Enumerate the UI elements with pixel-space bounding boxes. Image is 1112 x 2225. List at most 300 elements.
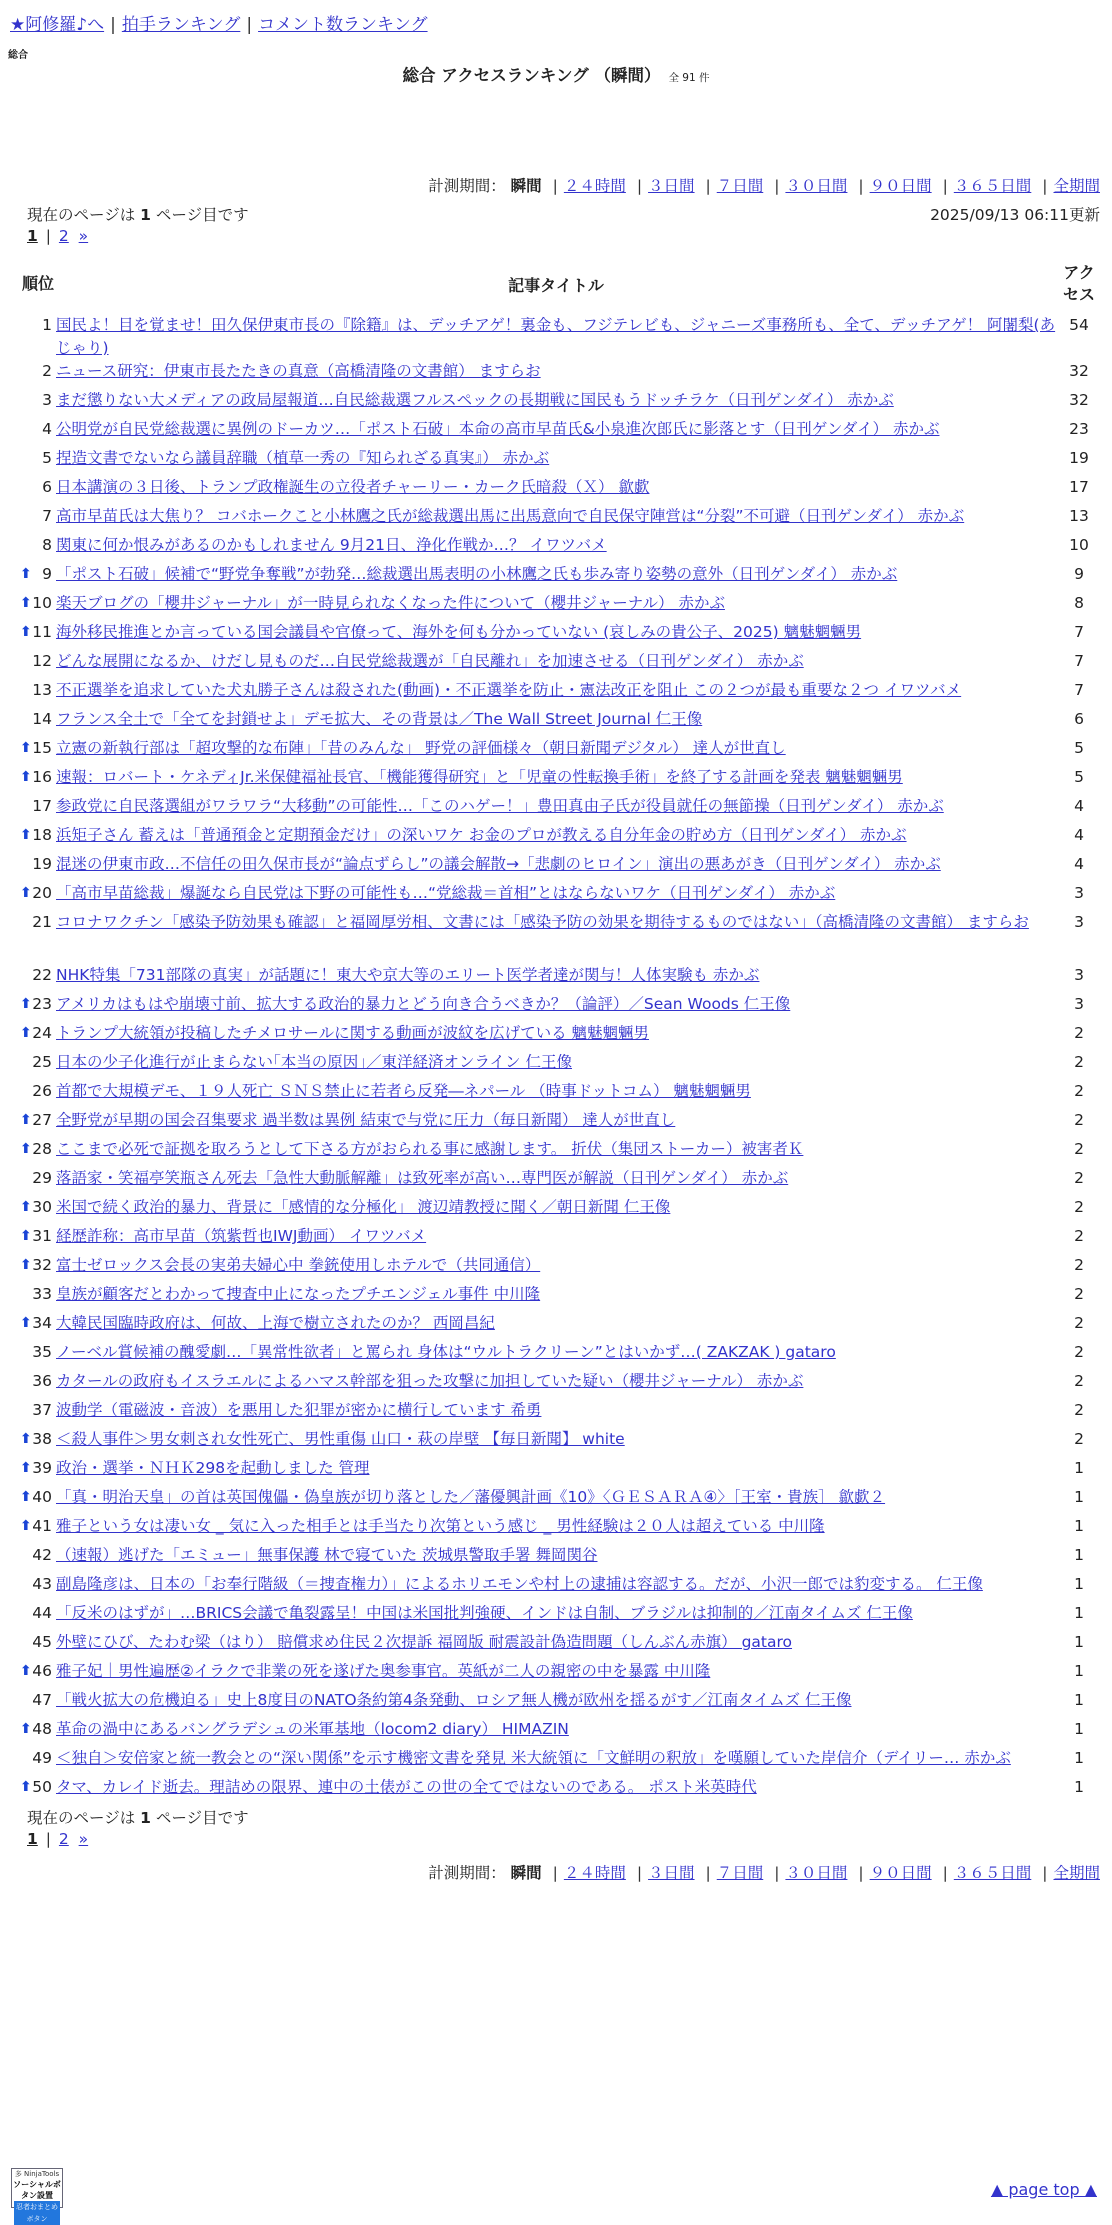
table-row [20,1718,1102,1747]
comment-ranking-link[interactable]: コメント数ランキング [258,15,428,35]
access-count: 2 [1074,1169,1084,1187]
access-count: 2 [1074,1430,1084,1448]
rank-cell [20,314,56,360]
article-title-link[interactable]: どんな展開になるか、けだし見ものだ…自民党総裁選が「自民離れ」を加速させる（日刊ゲンダイ） 赤かぶ [56,652,804,670]
rank-cell [20,1573,56,1602]
access-column-header: アクセス [1062,263,1095,304]
access-count: 1 [1074,1517,1084,1535]
title-cell [56,911,1056,964]
article-title-link[interactable]: コロナワクチン「感染予防効果も確認」と福岡厚労相、文書には「感染予防の効果を期待するものではない」（高橋清隆の文書館） ますらお [56,913,1029,931]
access-count: 1 [1074,1546,1084,1564]
rank-cell [20,1689,56,1718]
period-3d-link[interactable]: ３日間 [648,1864,695,1882]
title-cell [56,708,1056,737]
rank-cell [20,737,56,766]
title-cell [56,563,1056,592]
access-count: 17 [1069,478,1089,496]
access-count: 1 [1074,1575,1084,1593]
table-row [20,1689,1102,1718]
rank-up-arrow-icon: ⬆ [20,1721,32,1737]
table-row [20,824,1102,853]
article-title-link[interactable]: 高市早苗氏は大焦り？ コバホークこと小林鷹之氏が総裁選出馬に出馬意向で自民保守陣営は“分裂”不可避（日刊ゲンダイ） 赤かぶ [56,507,965,525]
page-info-top: 現在のページは 1 ページ目です [27,206,249,224]
rank-cell [20,1457,56,1486]
article-title-link[interactable]: 米国で続く政治的暴力、背景に「感情的な分極化」 渡辺靖教授に聞く／朝日新聞 仁王像 [56,1198,671,1216]
title-cell [56,621,1056,650]
table-row [20,964,1102,993]
article-title-link[interactable]: 参政党に自民落選組がワラワラ“大移動”の可能性…「このハゲー！」豊田真由子氏が役員就任の無節操（日刊ゲンダイ） 赤かぶ [56,797,944,815]
article-title-link[interactable]: まだ懲りない大メディアの政局屋報道…自民総裁選フルスペックの長期戦に国民もうドッチラケ（日刊ゲンダイ） 赤かぶ [56,391,894,409]
access-count: 9 [1074,565,1084,583]
table-row [20,389,1102,418]
title-cell [56,1573,1056,1602]
rank-up-arrow-icon: ⬆ [20,1460,32,1476]
rank-cell [20,882,56,911]
article-title-link[interactable]: 不正選挙を追求していた犬丸勝子さんは殺された(動画)・不正選挙を防止・憲法改正を阻止 この２つが最も重要な２つ イワツバメ [56,681,962,699]
title-column-header: 記事タイトル [508,275,604,295]
article-title-link[interactable]: ノーベル賞候補の醜愛劇…「異常性欲者」と罵られ 身体は“ウルトラクリーン”とはいかず…( ZAKZAK ) gataro [56,1343,836,1361]
period-365d-link[interactable]: ３６５日間 [953,177,1032,195]
rank-number: 24 [32,1024,52,1042]
period-7d-link[interactable]: ７日間 [716,177,764,195]
access-count: 54 [1069,316,1089,334]
rank-number: 33 [32,1285,52,1303]
rank-up-arrow-icon: ⬆ [20,740,32,756]
rank-up-arrow-icon: ⬆ [20,1199,32,1215]
rank-up-arrow-icon: ⬆ [20,1141,32,1157]
table-row [20,1370,1102,1399]
table-row [20,418,1102,447]
table-row [20,447,1102,476]
title-cell [56,1370,1056,1399]
table-row [20,1254,1102,1283]
period-3d-link[interactable]: ３日間 [648,177,695,195]
access-count: 23 [1069,420,1089,438]
article-title-link[interactable]: 雅子妃｜男性遍歴②イラクで非業の死を遂げた奥参事官。英紙が二人の親密の中を暴露 中川隆 [56,1662,711,1680]
rank-cell [20,1341,56,1370]
article-title-link[interactable]: NHK特集「731部隊の真実」が話題に！東大や京大等のエリート医学者達が関与！人体実験も 赤かぶ [56,966,760,984]
table-row [20,766,1102,795]
table-row [20,1573,1102,1602]
pager-page-2-link[interactable]: 2 [58,1830,69,1848]
access-count: 1 [1074,1662,1084,1680]
table-row [20,1109,1102,1138]
table-row [20,1399,1102,1428]
rank-cell [20,621,56,650]
table-row [20,1196,1102,1225]
article-title-link[interactable]: 日本の少子化進行が止まらない｢本当の原因｣／東洋経済オンライン 仁王像 [56,1053,572,1071]
title-cell [56,534,1056,563]
article-title-link[interactable]: 政治・選挙・ＮＨＫ298を起動しました 管理 [56,1459,370,1477]
rank-number: 32 [32,1256,52,1274]
rank-cell [20,1631,56,1660]
rank-number: 7 [42,507,52,525]
period-all-link[interactable]: 全期間 [1053,1864,1100,1882]
rank-cell [20,1602,56,1631]
title-cell [56,1457,1056,1486]
table-row [20,314,1102,360]
ranking-table [20,254,1102,1805]
article-title-link[interactable]: カタールの政府もイスラエルによるハマス幹部を狙った攻撃に加担していた疑い（櫻井ジャーナル） 赤かぶ [56,1372,804,1390]
period-30d-link[interactable]: ３０日間 [785,177,848,195]
rank-up-arrow-icon: ⬆ [20,1228,32,1244]
access-count: 7 [1074,623,1084,641]
table-row [20,1515,1102,1544]
access-count: 5 [1074,768,1084,786]
title-cell [56,766,1056,795]
page-top-link[interactable]: ▲ page top ▲ [990,2180,1097,2199]
table-row [20,505,1102,534]
rank-number: 8 [42,536,52,554]
title-cell [56,1051,1056,1080]
rank-cell [20,1051,56,1080]
access-count: 1 [1074,1633,1084,1651]
rank-cell [20,708,56,737]
access-count: 7 [1074,681,1084,699]
top-nav: ★阿修羅♪へ | 拍手ランキング | コメント数ランキング [10,15,428,35]
clap-ranking-link[interactable]: 拍手ランキング [121,15,241,35]
period-label: 計測期間： [428,1864,506,1882]
title-cell [56,1776,1056,1805]
table-row [20,993,1102,1022]
title-cell [56,853,1056,882]
access-count: 3 [1074,884,1084,902]
rank-number: 36 [32,1372,52,1390]
rank-up-arrow-icon: ⬆ [20,566,32,582]
pager-current: 1 [27,1830,38,1848]
access-count: 3 [1074,966,1084,984]
rank-cell [20,389,56,418]
period-7d-link[interactable]: ７日間 [716,1864,764,1882]
title-cell [56,447,1056,476]
table-row [20,476,1102,505]
rank-column-header: 順位 [21,274,54,293]
period-all-link[interactable]: 全期間 [1053,177,1100,195]
rank-cell [20,679,56,708]
title-cell [56,1138,1056,1167]
rank-cell [20,1544,56,1573]
article-title-link[interactable]: 捏造文書でないなら議員辞職（植草一秀の『知られざる真実』） 赤かぶ [56,449,550,467]
title-cell [56,882,1056,911]
article-title-link[interactable]: 首都で大規模デモ、１９人死亡 ＳＮＳ禁止に若者ら反発―ネパール （時事ドットコム） 魑魅魍魎男 [56,1082,751,1100]
rank-number: 28 [32,1140,52,1158]
title-cell [56,360,1056,389]
article-title-link[interactable]: トランプ大統領が投稿したチメロサールに関する動画が波紋を広げている 魑魅魍魎男 [56,1024,649,1042]
article-title-link[interactable]: 「反米のはずが」…BRICS会議で亀裂露呈！中国は米国批判強硬、インドは自制、ブラジルは抑制的／江南タイムズ 仁王像 [56,1604,913,1622]
rank-cell [20,563,56,592]
access-count: 2 [1074,1401,1084,1419]
rank-cell [20,1428,56,1457]
rank-number: 29 [32,1169,52,1187]
rank-cell [20,447,56,476]
article-title-link[interactable]: 落語家・笑福亭笑瓶さん死去「急性大動脈解離」は致死率が高い…専門医が解説（日刊ゲンダイ） 赤かぶ [56,1169,789,1187]
rank-number: 12 [32,652,52,670]
rank-cell [20,911,56,964]
access-count: 1 [1074,1691,1084,1709]
rank-number: 31 [32,1227,52,1245]
rank-cell [20,1718,56,1747]
rank-number: 45 [32,1633,52,1651]
table-row [20,1312,1102,1341]
title-cell [56,505,1056,534]
pager-page-2-link[interactable]: 2 [58,227,69,245]
table-row [20,621,1102,650]
article-title-link[interactable]: 「真・明治天皇」の首は英国傀儡・偽皇族が切り落とした／藩優興計画《10》〈ＧＥＳＡＲＡ④〉［王室・貴族］ 歙歔２ [56,1488,886,1506]
title-cell [56,1167,1056,1196]
table-row [20,1051,1102,1080]
table-row [20,534,1102,563]
article-title-link[interactable]: アメリカはもはや崩壊寸前、拡大する政治的暴力とどう向き合うべきか？（論評）／Sean Woods 仁王像 [56,995,791,1013]
article-title-link[interactable]: 立憲の新執行部は「超攻撃的な布陣」「昔のみんな」 野党の評価様々（朝日新聞デジタル） 達人が世直し [56,739,786,757]
article-title-link[interactable]: 「戦火拡大の危機迫る」史上8度目のNATO条約第4条発動、ロシア無人機が欧州を揺るがす／江南タイムズ 仁王像 [56,1691,852,1709]
article-title-link[interactable]: 日本講演の３日後、トランプ政権誕生の立役者チャーリー・カーク氏暗殺（Ｘ） 歙歔 [56,478,650,496]
access-count: 10 [1069,536,1089,554]
rank-number: 34 [32,1314,52,1332]
article-title-link[interactable]: 副島隆彦は、日本の「お奉行階級（＝捜査権力）」によるホリエモンや村上の逮捕は容認する。だが、小沢一郎では豹変する。 仁王像 [56,1575,983,1593]
period-30d-link[interactable]: ３０日間 [785,1864,848,1882]
access-count: 2 [1074,1024,1084,1042]
rank-up-arrow-icon: ⬆ [20,1663,32,1679]
ninja-tools-logo[interactable]: 多 NinjaTools ソーシャルボタン設置 忍者おまとめボタン [11,2168,63,2208]
rank-cell [20,534,56,563]
rank-number: 48 [32,1720,52,1738]
rank-number: 3 [42,391,52,409]
rank-number: 19 [32,855,52,873]
article-title-link[interactable]: 混迷の伊東市政…不信任の田久保市長が“論点ずらし”の議会解散→「悲劇のヒロイン」演出の悪あがき（日刊ゲンダイ） 赤かぶ [56,855,941,873]
article-title-link[interactable]: 「高市早苗総裁」爆誕なら自民党は下野の可能性も…“党総裁＝首相”とはならないワケ（日刊ゲンダイ） 赤かぶ [56,884,836,902]
title-cell [56,418,1056,447]
period-current: 瞬間 [510,1864,542,1882]
rank-cell [20,650,56,679]
title-cell [56,964,1056,993]
access-count: 4 [1074,797,1084,815]
title-cell [56,1486,1056,1515]
table-row [20,650,1102,679]
rank-cell [20,1225,56,1254]
title-cell [56,1109,1056,1138]
title-cell [56,1747,1056,1776]
rank-up-arrow-icon: ⬆ [20,1779,32,1795]
table-row [20,737,1102,766]
article-title-link[interactable]: 楽天ブログの「櫻井ジャーナル」が一時見られなくなった件について（櫻井ジャーナル） 赤かぶ [56,594,725,612]
rank-number: 4 [42,420,52,438]
table-row [20,1138,1102,1167]
table-row [20,1544,1102,1573]
table-row [20,882,1102,911]
title-cell [56,1080,1056,1109]
rank-cell [20,1776,56,1805]
article-title-link[interactable]: 速報：ロバート・ケネディJr.米保健福祉長官、「機能獲得研究」と「児童の性転換手術」を終了する計画を発表 魑魅魍魎男 [56,768,903,786]
rank-number: 9 [42,565,52,583]
pager-next-link[interactable]: » [78,1830,89,1848]
article-title-link[interactable]: （速報）逃げた「エミュー」無事保護 林で寝ていた 茨城県警取手署 舞岡関谷 [56,1546,598,1564]
rank-up-arrow-icon: ⬆ [20,1025,32,1041]
table-header [20,254,1102,314]
access-count: 1 [1074,1720,1084,1738]
article-title-link[interactable]: ニュース研究：伊東市長たたきの真意（高橋清隆の文書館） ますらお [56,362,541,380]
article-title-link[interactable]: 富士ゼロックス会長の実弟夫婦心中 拳銃使用しホテルで（共同通信） [56,1256,541,1274]
access-count: 1 [1074,1604,1084,1622]
access-count: 2 [1074,1314,1084,1332]
rank-number: 40 [32,1488,52,1506]
access-count: 32 [1069,391,1089,409]
rank-number: 25 [32,1053,52,1071]
period-365d-link[interactable]: ３６５日間 [953,1864,1032,1882]
article-title-link[interactable]: 「ポスト石破」候補で“野党争奪戦”が勃発…総裁選出馬表明の小林鷹之氏も歩み寄り姿勢の意外（日刊ゲンダイ） 赤かぶ [56,565,898,583]
rank-number: 35 [32,1343,52,1361]
article-title-link[interactable]: 雅子という女は凄い女 _ 気に入った相手とは手当たり次第という感じ _ 男性経験は２０人は超えている 中川隆 [56,1517,825,1535]
access-count: 2 [1074,1372,1084,1390]
rank-up-arrow-icon: ⬆ [20,1518,32,1534]
period-label: 計測期間： [428,177,506,195]
article-title-link[interactable]: 関東に何か恨みがあるのかもしれません 9月21日、浄化作戦か…？ イワツバメ [56,536,607,554]
rank-number: 10 [32,594,52,612]
access-count: 5 [1074,739,1084,757]
table-row [20,1631,1102,1660]
article-title-link[interactable]: ＜殺人事件＞男女刺され女性死亡、男性重傷 山口・萩の岸壁 【毎日新聞】 white [56,1430,625,1448]
title-cell [56,1312,1056,1341]
rank-up-arrow-icon: ⬆ [20,885,32,901]
access-count: 19 [1069,449,1089,467]
rank-number: 27 [32,1111,52,1129]
rank-number: 38 [32,1430,52,1448]
table-row [20,853,1102,882]
table-row [20,1283,1102,1312]
pager-next-link[interactable]: » [78,227,89,245]
access-count: 2 [1074,1256,1084,1274]
title-cell [56,1399,1056,1428]
article-title-link[interactable]: フランス全土で「全てを封鎖せよ」デモ拡大、その背景は／The Wall Street Journal 仁王像 [56,710,703,728]
rank-cell [20,1370,56,1399]
article-title-link[interactable]: 浜矩子さん 蓄えは「普通預金と定期預金だけ」の深いワケ お金のプロが教える自分年金の貯め方（日刊ゲンダイ） 赤かぶ [56,826,907,844]
access-count: 1 [1074,1459,1084,1477]
rank-number: 1 [42,316,52,334]
rank-number: 46 [32,1662,52,1680]
title-cell [56,1515,1056,1544]
rank-number: 49 [32,1749,52,1767]
access-count: 3 [1074,995,1084,1013]
table-row [20,1022,1102,1051]
access-count: 32 [1069,362,1089,380]
article-title-link[interactable]: 国民よ！目を覚ませ！田久保伊東市長の『除籍』は、デッチアゲ！裏金も、フジテレビも、ジャニーズ事務所も、全て、デッチアゲ！ 阿闍梨(あじゃり) [56,316,1056,357]
rank-cell [20,964,56,993]
home-link[interactable]: ★阿修羅♪へ [10,15,105,35]
title-cell [56,679,1056,708]
rank-number: 17 [32,797,52,815]
rank-number: 13 [32,681,52,699]
rank-number: 26 [32,1082,52,1100]
article-title-link[interactable]: ここまで必死で証拠を取ろうとして下さる方がおられる事に感謝します。 折伏（集団ストーカー）被害者Ｋ [56,1140,804,1158]
table-row [20,1660,1102,1689]
access-count: 13 [1069,507,1089,525]
access-count: 7 [1074,652,1084,670]
title-cell [56,1631,1056,1660]
table-row [20,1776,1102,1805]
rank-number: 2 [42,362,52,380]
period-90d-link[interactable]: ９０日間 [869,1864,932,1882]
article-title-link[interactable]: 公明党が自民党総裁選に異例のドーカツ…「ポスト石破」本命の高市早苗氏&小泉進次郎氏に影落とす（日刊ゲンダイ） 赤かぶ [56,420,940,438]
title-cell [56,314,1056,360]
table-row [20,592,1102,621]
item-count: 全 91 件 [668,72,710,84]
access-count: 2 [1074,1343,1084,1361]
access-count: 2 [1074,1140,1084,1158]
rank-cell [20,766,56,795]
table-row [20,1428,1102,1457]
period-24h-link[interactable]: ２４時間 [563,1864,626,1882]
title-cell [56,476,1056,505]
article-title-link[interactable]: 全野党が早期の国会召集要求 過半数は異例 結束で与党に圧力（毎日新聞） 達人が世直し [56,1111,676,1129]
title-cell [56,389,1056,418]
title-cell [56,1428,1056,1457]
rank-cell [20,1283,56,1312]
rank-number: 20 [32,884,52,902]
rank-cell [20,824,56,853]
article-title-link[interactable]: 大韓民国臨時政府は、何故、上海で樹立されたのか？ 西岡昌紀 [56,1314,495,1332]
rank-number: 30 [32,1198,52,1216]
title-cell [56,1660,1056,1689]
period-90d-link[interactable]: ９０日間 [869,177,932,195]
rank-cell [20,1515,56,1544]
table-row [20,911,1102,964]
rank-number: 50 [32,1778,52,1796]
title-cell [56,592,1056,621]
rank-up-arrow-icon: ⬆ [20,1112,32,1128]
table-row [20,1457,1102,1486]
title-cell [56,1341,1056,1370]
rank-cell [20,1138,56,1167]
pager-top: 1 | 2 » [27,227,89,245]
rank-up-arrow-icon: ⬆ [20,769,32,785]
rank-up-arrow-icon: ⬆ [20,996,32,1012]
access-count: 2 [1074,1053,1084,1071]
article-title-link[interactable]: ＜独自＞安倍家と統一教会との“深い関係”を示す機密文書を発見 米大統領に「文鮮明の釈放」を嘆願していた岸信介（デイリー… 赤かぶ [56,1749,1011,1767]
rank-cell [20,1660,56,1689]
rank-up-arrow-icon: ⬆ [20,595,32,611]
rank-cell [20,418,56,447]
title-cell [56,650,1056,679]
article-title-link[interactable]: 海外移民推進とか言っている国会議員や官僚って、海外を何も分かっていない (哀しみの貴公子、2025) 魑魅魍魎男 [56,623,862,641]
table-row [20,1341,1102,1370]
page-title [0,62,1112,86]
rank-up-arrow-icon: ⬆ [20,624,32,640]
category-label: 総合 [8,50,28,61]
title-cell [56,1225,1056,1254]
period-24h-link[interactable]: ２４時間 [563,177,626,195]
rank-number: 11 [32,623,52,641]
title-cell [56,1254,1056,1283]
rank-number: 42 [32,1546,52,1564]
title-cell [56,795,1056,824]
article-title-link[interactable]: 皇族が顧客だとわかって捜査中止になったプチエンジェル事件 中川隆 [56,1285,541,1303]
title-cell [56,1689,1056,1718]
article-title-link[interactable]: 波動学（電磁波・音波）を悪用した犯罪が密かに横行しています 希勇 [56,1401,542,1419]
title-cell [56,1196,1056,1225]
article-title-link[interactable]: 経歴詐称：高市早苗（筑紫哲也IWJ動画） イワツバメ [56,1227,427,1245]
article-title-link[interactable]: タマ、カレイド逝去。理詰めの限界、連中の土俵がこの世の全てではないのである。 ポスト米英時代 [56,1778,757,1796]
title-cell [56,737,1056,766]
article-title-link[interactable]: 外壁にひび、たわむ梁（はり） 賠償求め住民２次提訴 福岡版 耐震設計偽造問題（しんぶん赤旗） gataro [56,1633,793,1651]
table-row [20,708,1102,737]
rank-number: 14 [32,710,52,728]
title-cell [56,1022,1056,1051]
access-count: 2 [1074,1198,1084,1216]
rank-number: 37 [32,1401,52,1419]
article-title-link[interactable]: 革命の渦中にあるバングラデシュの米軍基地（locom2 diary） HIMAZIN [56,1720,569,1738]
table-row [20,795,1102,824]
table-row [20,1167,1102,1196]
rank-number: 43 [32,1575,52,1593]
